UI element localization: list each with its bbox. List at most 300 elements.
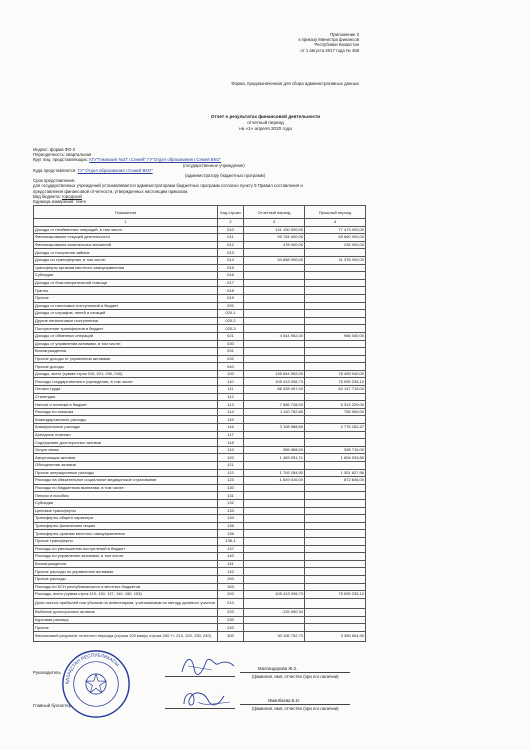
row-previous-value	[305, 310, 366, 318]
accountant-signature	[178, 686, 238, 710]
accountant-name-line	[240, 704, 350, 705]
row-code: 137	[218, 545, 244, 553]
row-code: 133	[218, 507, 244, 515]
row-current-value	[244, 302, 305, 310]
row-current-value: 478 000,00	[244, 241, 305, 249]
row-code: 153	[218, 583, 244, 591]
row-code: 111	[218, 386, 244, 394]
accountant-name-note: (фамилия, имя, отчество (при его наличии)	[252, 706, 339, 711]
row-previous-value	[305, 287, 366, 295]
budget-label: Вид бюджета:	[33, 193, 61, 199]
row-indicator: Прочие расходы	[34, 575, 218, 583]
row-previous-value	[305, 302, 366, 310]
row-previous-value: 65 860 000,00	[305, 234, 366, 242]
table-row	[34, 302, 366, 310]
row-indicator: Доля чистых прибылей или убытков по инвестициям, учитываемым по методу долевого участия	[34, 598, 218, 609]
submitters-value: КГУ"Гимназия №37 г.Семей" ГУ"Отдел образования г.Семей ВКО"	[89, 157, 221, 163]
row-indicator: Расходы на обязательное социальное медицинское страхование	[34, 477, 218, 485]
row-code: 018	[218, 287, 244, 295]
row-indicator: Прочие доходы от управления активами	[34, 355, 218, 363]
row-indicator: Услуги связи	[34, 446, 218, 454]
table-row	[34, 355, 366, 363]
row-current-value	[244, 279, 305, 287]
row-current-value	[244, 492, 305, 500]
appendix-line: Приложение 2	[330, 32, 359, 37]
row-current-value: 1 792 184,50	[244, 469, 305, 477]
row-previous-value	[305, 560, 366, 568]
row-indicator: Пенсии и пособия	[34, 492, 218, 500]
row-indicator: Доходы от штрафов, пеней и санкций	[34, 310, 218, 318]
row-previous-value	[305, 616, 366, 624]
table-row	[34, 226, 366, 234]
row-indicator: Доходы, всего (сумма строк 010, 021, 030, 040)	[34, 370, 218, 378]
row-indicator: Финансовый результат отчетного периода (строка 100 минус строка 200 +/- 210, 220, 230, 240)	[34, 631, 218, 642]
row-current-value	[244, 530, 305, 538]
row-indicator: Доходы от получения займов	[34, 249, 218, 257]
row-previous-value	[305, 492, 366, 500]
row-indicator: Прочие расходы по управлению активами	[34, 568, 218, 576]
table-row	[34, 317, 366, 325]
table-row	[34, 598, 366, 609]
row-code: 122	[218, 469, 244, 477]
form-note: Форма, предназначенная для сбора административных данных	[231, 81, 359, 86]
table-row	[34, 310, 366, 318]
row-current-value	[244, 499, 305, 507]
table-row	[34, 462, 366, 470]
row-current-value	[244, 249, 305, 257]
row-previous-value	[305, 575, 366, 583]
row-code: 119	[218, 446, 244, 454]
row-indicator: Доходы от благотворительной помощи	[34, 279, 218, 287]
table-row	[34, 401, 366, 409]
row-previous-value	[305, 583, 366, 591]
table-row	[34, 492, 366, 500]
table-row	[34, 393, 366, 401]
row-current-value	[244, 439, 305, 447]
row-current-value: 131 100 000,00	[244, 226, 305, 234]
row-code: 014	[218, 256, 244, 264]
table-row	[34, 499, 366, 507]
row-previous-value	[305, 515, 366, 523]
row-indicator: Налоги и платежи в бюджет	[34, 401, 218, 409]
row-indicator: Расходы по КСН республиканского и местных бюджетов	[34, 583, 218, 591]
row-indicator: Курсовая разница	[34, 616, 218, 624]
row-code: 016	[218, 272, 244, 280]
head-name-line	[240, 672, 350, 673]
row-indicator: Вознаграждения	[34, 348, 218, 356]
periodicity: Периодичность: квартальная	[33, 152, 92, 158]
row-indicator: Гранты	[34, 287, 218, 295]
accountant-name: Иманбаева Б.И.	[268, 698, 301, 703]
report-meta	[33, 147, 473, 204]
row-code: 015	[218, 264, 244, 272]
row-previous-value	[305, 499, 366, 507]
row-previous-value: 1 301 627,96	[305, 469, 366, 477]
row-code: 013	[218, 249, 244, 257]
row-current-value: 7 586 728,00	[244, 401, 305, 409]
row-current-value	[244, 616, 305, 624]
row-indicator: Трансферты физическим лицам	[34, 522, 218, 530]
column-number: 4	[305, 219, 366, 227]
row-indicator: Расходы, всего (сумма строк 110, 130, 137, 140, 150, 153)	[34, 591, 218, 599]
row-previous-value	[305, 609, 366, 617]
row-code: 020	[218, 302, 244, 310]
row-current-value	[244, 287, 305, 295]
table-row	[34, 609, 366, 617]
row-current-value: 88 328 497,00	[244, 386, 305, 394]
row-code: 132	[218, 499, 244, 507]
row-indicator: Субсидии	[34, 499, 218, 507]
row-indicator: Финансирование текущей деятельности	[34, 234, 218, 242]
row-indicator: Прочие	[34, 294, 218, 302]
row-current-value	[244, 272, 305, 280]
row-previous-value: 5 313 229,00	[305, 401, 366, 409]
table-row	[34, 553, 366, 561]
table-row	[34, 340, 366, 348]
table-row	[34, 522, 366, 530]
row-previous-value: 872 646,00	[305, 477, 366, 485]
report-title-main: Отчет о результатах финансовой деятельности	[210, 114, 321, 119]
row-current-value	[244, 515, 305, 523]
seal-text: ҚАЗАҚСТАН РЕСПУБЛИКАСЫ	[64, 652, 121, 685]
destination-value: ГУ" Отдел образования г.Семей ВКО"	[77, 167, 153, 173]
row-code: 040	[218, 363, 244, 371]
row-indicator: Прочие операционные расходы	[34, 469, 218, 477]
row-indicator: Трансферты органам местного самоуправления	[34, 530, 218, 538]
appendix-line: Республики Казахстан	[314, 42, 359, 48]
row-code: 210	[218, 598, 244, 609]
row-current-value	[244, 598, 305, 609]
row-current-value	[244, 317, 305, 325]
table-row	[34, 631, 366, 642]
row-previous-value	[305, 294, 366, 302]
row-current-value	[244, 431, 305, 439]
table-row	[34, 234, 366, 242]
row-current-value	[244, 348, 305, 356]
row-current-value: 105 413 098,73	[244, 378, 305, 386]
row-current-value	[244, 355, 305, 363]
row-code: 140	[218, 553, 244, 561]
row-code: 012	[218, 241, 244, 249]
row-previous-value	[305, 522, 366, 530]
row-previous-value	[305, 355, 366, 363]
table-row	[34, 591, 366, 599]
row-previous-value	[305, 363, 366, 371]
row-indicator: Содержание долгосрочных активов	[34, 439, 218, 447]
deadline-text: для государственных учреждений устанавливается администраторами бюджетных программ согласно пункту 9 Правил составления и	[33, 183, 303, 189]
row-previous-value	[305, 507, 366, 515]
table-row	[34, 545, 366, 553]
row-previous-value	[305, 249, 366, 257]
row-current-value: 3 108 988,65	[244, 424, 305, 432]
row-indicator: Субсидии	[34, 272, 218, 280]
unit-of-measure: Единица измерения: тенге	[33, 199, 87, 205]
row-indicator: Вознаграждения	[34, 560, 218, 568]
submitters-note: (государственное учреждение)	[183, 162, 245, 168]
row-indicator: Доходы по трансфертам, в том числе:	[34, 256, 218, 264]
row-indicator: Оплата труда	[34, 386, 218, 394]
report-date: на «1» апреля 2020 года	[239, 126, 292, 131]
row-indicator: Другие неналоговые поступления	[34, 317, 218, 325]
row-code: 020-2	[218, 317, 244, 325]
column-header-indicator: Показатели	[34, 206, 218, 219]
row-indicator: Прочие доходы	[34, 363, 218, 371]
row-current-value: -125 050,34	[244, 609, 305, 617]
column-header-previous: Прошлый период	[305, 206, 366, 219]
budget-value: городской	[61, 193, 82, 199]
row-previous-value: 3 359 804,90	[305, 631, 366, 642]
row-indicator: Арендные платежи	[34, 431, 218, 439]
row-current-value: 105 413 098,73	[244, 591, 305, 599]
row-indicator: Доходы от обменных операций	[34, 332, 218, 340]
row-code: 117	[218, 431, 244, 439]
row-code: 300	[218, 631, 244, 642]
row-code: 134	[218, 515, 244, 523]
row-current-value	[244, 575, 305, 583]
row-current-value: 1 483 091,71	[244, 454, 305, 462]
appendix-header	[298, 32, 359, 53]
form-index: Индекс: форма ФО-2	[33, 147, 76, 152]
row-previous-value	[305, 484, 366, 492]
table-row	[34, 348, 366, 356]
deadline-label: Срок представления:	[33, 178, 76, 184]
row-indicator: Выбытие долгосрочных активов	[34, 609, 218, 617]
column-header-code: Код строки	[218, 206, 244, 219]
table-row	[34, 560, 366, 568]
row-indicator: Доходы от налоговых поступлений в бюджет	[34, 302, 218, 310]
row-indicator: Обесценение активов	[34, 462, 218, 470]
row-previous-value: 235 000,00	[305, 241, 366, 249]
row-indicator: Финансирование капитальных вложений	[34, 241, 218, 249]
table-row	[34, 287, 366, 295]
row-indicator: Расходы по запасам	[34, 408, 218, 416]
destination-label: Куда представляется:	[33, 167, 77, 173]
row-indicator: Коммунальные расходы	[34, 424, 218, 432]
row-previous-value	[305, 462, 366, 470]
column-number: 3	[244, 219, 305, 227]
row-current-value	[244, 294, 305, 302]
appendix-line: от 1 августа 2017 года № 468	[300, 47, 359, 53]
row-previous-value: 328 715,00	[305, 446, 366, 454]
row-current-value	[244, 583, 305, 591]
financial-results-table	[33, 205, 366, 642]
row-indicator: Амортизация активов	[34, 454, 218, 462]
row-current-value: 1 110 782,85	[244, 408, 305, 416]
table-row	[34, 294, 366, 302]
row-code: 031	[218, 348, 244, 356]
row-indicator: Расходы по управлению активами, в том числе:	[34, 553, 218, 561]
destination-note: (администратору бюджетных программ)	[185, 173, 266, 179]
official-seal	[60, 648, 132, 720]
row-previous-value: 756 069,00	[305, 408, 366, 416]
row-current-value: 95 764 000,00	[244, 234, 305, 242]
row-code: 123	[218, 477, 244, 485]
row-current-value	[244, 393, 305, 401]
table-row	[34, 454, 366, 462]
table-row	[34, 484, 366, 492]
row-code: 011	[218, 234, 244, 242]
report-title	[0, 114, 531, 132]
row-indicator: Доходы от управления активами, в том числе:	[34, 340, 218, 348]
row-indicator: Поступление трансфертов в бюджет	[34, 325, 218, 333]
row-code: 136	[218, 530, 244, 538]
row-code: 150	[218, 575, 244, 583]
row-current-value	[244, 264, 305, 272]
table-row	[34, 416, 366, 424]
row-previous-value: 75 099 235,10	[305, 378, 366, 386]
table-row	[34, 477, 366, 485]
table-row	[34, 624, 366, 632]
row-indicator: Командировочные расходы	[34, 416, 218, 424]
row-previous-value	[305, 530, 366, 538]
row-code: 141	[218, 560, 244, 568]
row-code: 200	[218, 591, 244, 599]
row-current-value	[244, 325, 305, 333]
deadline-text: представления финансовой отчетности, утвержденных настоящим приказом.	[33, 188, 189, 194]
row-current-value: 1 649 016,00	[244, 477, 305, 485]
row-code: 019	[218, 294, 244, 302]
row-previous-value	[305, 325, 366, 333]
row-code: 021	[218, 332, 244, 340]
row-previous-value	[305, 553, 366, 561]
table-row	[34, 507, 366, 515]
head-name-note: (фамилия, имя, отчество (при его наличии)	[252, 674, 339, 679]
table-row	[34, 515, 366, 523]
table-row	[34, 249, 366, 257]
row-indicator: Расходы по бюджетным выплатам, в том числе:	[34, 484, 218, 492]
row-code: 017	[218, 279, 244, 287]
row-previous-value: 62 147 715,00	[305, 386, 366, 394]
row-current-value	[244, 416, 305, 424]
row-previous-value: 77 473 000,00	[305, 226, 366, 234]
row-current-value	[244, 462, 305, 470]
row-indicator: Доходы от необменных операций, в том числе:	[34, 226, 218, 234]
row-code: 112	[218, 393, 244, 401]
row-indicator: Расходы государственного учреждения, в том числе:	[34, 378, 218, 386]
row-previous-value: 75 099 235,10	[305, 591, 366, 599]
table-header-row	[34, 206, 366, 219]
submitters-label: Круг лиц, представляющих:	[33, 157, 89, 163]
row-previous-value	[305, 568, 366, 576]
row-current-value	[244, 507, 305, 515]
row-previous-value: 2 775 182,47	[305, 424, 366, 432]
table-row	[34, 325, 366, 333]
row-previous-value	[305, 598, 366, 609]
row-code: 120	[218, 454, 244, 462]
table-row	[34, 386, 366, 394]
row-code: 142	[218, 568, 244, 576]
row-previous-value	[305, 317, 366, 325]
row-previous-value	[305, 431, 366, 439]
row-code: 113	[218, 401, 244, 409]
row-previous-value	[305, 624, 366, 632]
table-row	[34, 370, 366, 378]
row-current-value: 4 544 952,00	[244, 332, 305, 340]
table-row	[34, 378, 366, 386]
row-code: 136-1	[218, 537, 244, 545]
row-current-value	[244, 537, 305, 545]
head-label: Руководитель	[33, 670, 61, 675]
row-previous-value	[305, 393, 366, 401]
column-header-current: Отчетный период	[244, 206, 305, 219]
table-row	[34, 424, 366, 432]
row-code: 030	[218, 340, 244, 348]
row-indicator: Стипендии	[34, 393, 218, 401]
row-current-value	[244, 484, 305, 492]
row-current-value	[244, 522, 305, 530]
table-row	[34, 264, 366, 272]
row-previous-value: 986 040,00	[305, 332, 366, 340]
row-code: 121	[218, 462, 244, 470]
table-row	[34, 469, 366, 477]
table-row	[34, 332, 366, 340]
table-row	[34, 431, 366, 439]
table-row	[34, 537, 366, 545]
row-current-value	[244, 553, 305, 561]
table-row	[34, 279, 366, 287]
head-name: Малгандарова Ж.З.	[258, 666, 298, 671]
row-code: 130	[218, 484, 244, 492]
row-code: 020-3	[218, 325, 244, 333]
row-current-value	[244, 363, 305, 371]
row-code: 020-1	[218, 310, 244, 318]
table-numbering-row	[34, 219, 366, 227]
row-previous-value: 1 604 033,85	[305, 454, 366, 462]
row-indicator: Прочие трансферты	[34, 537, 218, 545]
row-current-value: 135 644 952,00	[244, 370, 305, 378]
row-previous-value	[305, 439, 366, 447]
table-row	[34, 272, 366, 280]
row-code: 110	[218, 378, 244, 386]
row-indicator: Трансферты общего характера	[34, 515, 218, 523]
row-previous-value	[305, 545, 366, 553]
row-current-value	[244, 340, 305, 348]
row-current-value	[244, 624, 305, 632]
table-row	[34, 446, 366, 454]
table-row	[34, 363, 366, 371]
row-indicator: трансферты органам местного самоуправления	[34, 264, 218, 272]
table-row	[34, 583, 366, 591]
appendix-line: к приказу Министра финансов	[298, 37, 359, 43]
report-period-label: отчетный период	[247, 120, 284, 125]
row-code: 010	[218, 226, 244, 234]
row-code: 100	[218, 370, 244, 378]
column-number: 1	[34, 219, 218, 227]
row-code: 131	[218, 492, 244, 500]
row-current-value: 355 968,00	[244, 446, 305, 454]
row-code: 032	[218, 355, 244, 363]
table-row	[34, 256, 366, 264]
row-code: 230	[218, 616, 244, 624]
table-row	[34, 439, 366, 447]
row-previous-value: 11 378 000,00	[305, 256, 366, 264]
row-code: 116	[218, 424, 244, 432]
row-code: 114	[218, 408, 244, 416]
table-row	[34, 568, 366, 576]
row-code: 115	[218, 416, 244, 424]
row-previous-value	[305, 272, 366, 280]
row-indicator: Прочие	[34, 624, 218, 632]
row-current-value	[244, 310, 305, 318]
accountant-label: Главный бухгалтер	[33, 703, 72, 708]
row-previous-value: 78 459 040,00	[305, 370, 366, 378]
row-current-value	[244, 568, 305, 576]
row-code: 135	[218, 522, 244, 530]
table-row	[34, 241, 366, 249]
row-indicator: Расходы по уменьшению поступлений в бюджет	[34, 545, 218, 553]
row-previous-value	[305, 537, 366, 545]
row-current-value: 34 858 000,00	[244, 256, 305, 264]
